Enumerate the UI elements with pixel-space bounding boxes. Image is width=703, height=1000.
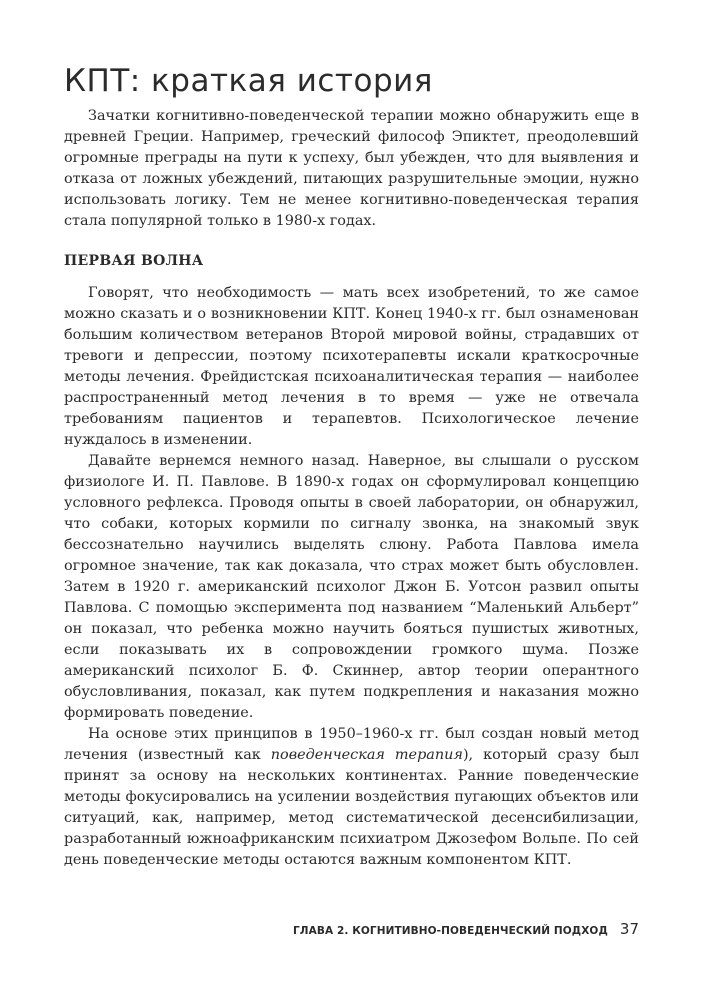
- chapter-running-title: ГЛАВА 2. КОГНИТИВНО-ПОВЕДЕНЧЕСКИЙ ПОДХОД: [293, 925, 608, 937]
- intro-block: [64, 106, 639, 232]
- paragraph-3-text-start: На основе этих принципов в 1950–1960-х гг. был создан новый метод лечения (известный как: [64, 726, 639, 763]
- paragraph-3-text-end: ), который сразу был принят за основу на нескольких континентах. Ранние поведенческие методы фокусировались на усилении воздействия пугающих объектов или ситуаций, как, например, метод систематической десенсибилизации, разработанный южноафриканским психиатром Джозефом Вольпе. По сей день поведенческие методы остаются важным компонентом КПТ.: [64, 747, 640, 868]
- intro-paragraph: Зачатки когнитивно-поведенческой терапии можно обнаружить еще в древней Греции. Например, греческий философ Эпиктет, преодолевший огромные преграды на пути к успеху, был убежден, что для выявления и отказа от ложных убеждений, питающих разрушительные эмоции, нужно использовать логику. Тем не менее когнитивно-поведенческая терапия стала популярной только в 1980-х годах.: [64, 108, 639, 229]
- page-title: КПТ: краткая история: [64, 63, 433, 99]
- page-footer: [293, 920, 639, 938]
- section-heading: ПЕРВАЯ ВОЛНА: [64, 253, 204, 269]
- paragraph-1: Говорят, что необходимость — мать всех изобретений, то же самое можно сказать и о возникновении КПТ. Конец 1940-х гг. был ознаменован большим количеством ветеранов Второй мировой войны, страдавших от тревоги и депрессии, поэтому психотерапевты искали краткосрочные методы лечения. Фрейдистская психоаналитическая терапия — наиболее распространенный метод лечения в то время — уже не отвечала требованиям пациентов и терапевтов. Психологическое лечение нуждалось в изменении.: [64, 285, 639, 448]
- paragraph-2: Давайте вернемся немного назад. Наверное, вы слышали о русском физиологе И. П. Павлове. В 1890-х годах он сформулировал концепцию условного рефлекса. Проводя опыты в своей лаборатории, он обнаружил, что собаки, которых кормили по сигналу звонка, на знакомый звук бессознательно научились выделять слюну. Работа Павлова имела огромное значение, так как доказала, что страх может быть обусловлен. Затем в 1920 г. американский психолог Джон Б. Уотсон развил опыты Павлова. С помощью эксперимента под названием “Маленький Альберт” он показал, что ребенка можно научить бояться пушистых животных, если показывать их в сопровождении громкого шума. Позже американский психолог Б. Ф. Скиннер, автор теории оперантного обусловливания, показал, как путем подкрепления и наказания можно формировать поведение.: [64, 453, 639, 721]
- section-body: [64, 283, 639, 871]
- page-number: 37: [619, 920, 639, 938]
- paragraph-3: [64, 724, 639, 871]
- paragraph-3-italic-term: поведенческая терапия: [270, 747, 463, 763]
